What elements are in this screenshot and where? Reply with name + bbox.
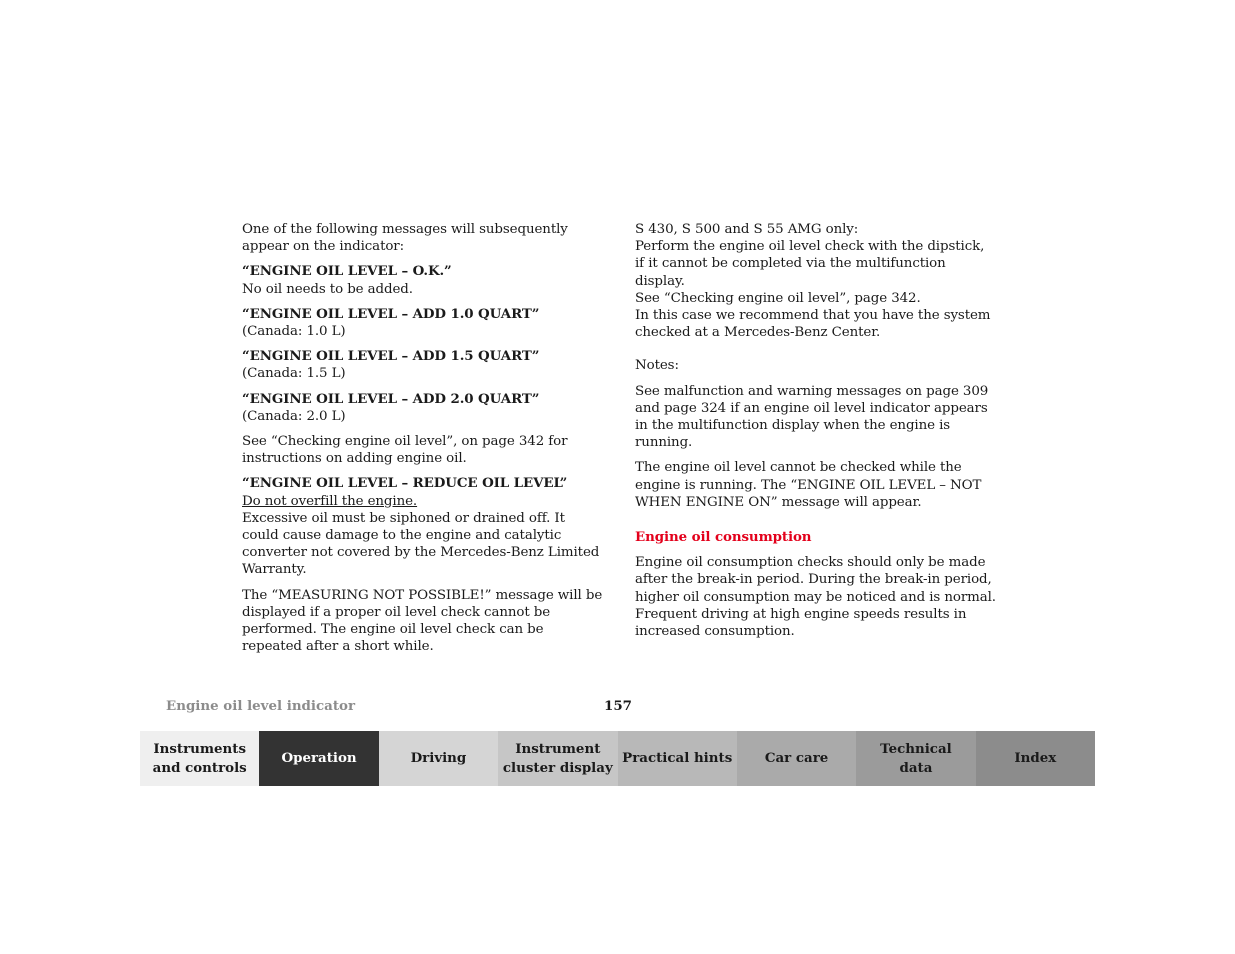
section-heading-consumption: Engine oil consumption	[635, 529, 812, 546]
note-2: The engine oil level cannot be checked while the engine is running. The “ENGINE OIL LEVEL – NOT WHEN ENGINE ON” message will appear.	[635, 460, 982, 510]
message-add-1-0-description: (Canada: 1.0 L)	[242, 324, 346, 340]
models-block	[635, 221, 997, 341]
tab-technical-data[interactable]: Technical data	[856, 731, 975, 786]
footer-section-title: Engine oil level indicator	[166, 698, 356, 714]
recommend-text: In this case we recommend that you have the system checked at a Mercedes-Benz Center.	[635, 308, 991, 341]
message-add-1-5-label: “ENGINE OIL LEVEL – ADD 1.5 QUART”	[242, 348, 540, 365]
measuring-text: The “MEASURING NOT POSSIBLE!” message will be displayed if a proper oil level check cannot be performed. The engine oil level check can be repeated after a short while.	[242, 587, 603, 655]
models-text: S 430, S 500 and S 55 AMG only:	[635, 222, 859, 237]
dipstick-text: Perform the engine oil level check with the dipstick, if it cannot be completed via the multifunction display.	[635, 239, 985, 289]
message-add-2-0-label: “ENGINE OIL LEVEL – ADD 2.0 QUART”	[242, 390, 540, 407]
message-add-1-5-description: (Canada: 1.5 L)	[242, 366, 346, 382]
notes-label: Notes:	[635, 358, 679, 374]
right-column	[635, 221, 997, 648]
message-reduce	[242, 475, 604, 578]
excessive-oil-text: Excessive oil must be siphoned or drained off. It could cause damage to the engine and catalytic converter not covered by the Mercedes-Benz Limited Warranty.	[242, 510, 600, 578]
message-add-2-0-description: (Canada: 2.0 L)	[242, 408, 346, 424]
intro-text: One of the following messages will subsequently appear on the indicator:	[242, 222, 568, 255]
tab-index[interactable]: Index	[976, 731, 1095, 786]
note-1: See malfunction and warning messages on page 309 and page 324 if an engine oil level indicator appears in the multifunction display when the engine is running.	[635, 383, 989, 451]
message-add-1-5	[242, 348, 604, 382]
chapter-tab-bar	[140, 731, 1095, 786]
tab-operation[interactable]: Operation	[259, 731, 378, 786]
message-ok-description: No oil needs to be added.	[242, 281, 413, 297]
consumption-text: Engine oil consumption checks should only be made after the break-in period. During the break-in period, higher oil consumption may be noticed and is normal. Frequent driving at high engine speeds results in increased consumption.	[635, 555, 996, 640]
message-add-2-0	[242, 391, 604, 425]
message-add-1-0	[242, 306, 604, 340]
tab-instruments-and-controls[interactable]: Instruments and controls	[140, 731, 259, 786]
tab-instrument-cluster-display[interactable]: Instrument cluster display	[498, 731, 617, 786]
message-ok-label: “ENGINE OIL LEVEL – O.K.”	[242, 263, 452, 280]
see-checking-right: See “Checking engine oil level”, page 342.	[635, 290, 921, 306]
left-column	[242, 221, 604, 663]
tab-driving[interactable]: Driving	[379, 731, 498, 786]
page-number: 157	[604, 698, 632, 714]
overfill-warning: Do not overfill the engine.	[242, 493, 418, 509]
see-checking-text: See “Checking engine oil level”, on page 342 for instructions on adding engine oil.	[242, 434, 568, 467]
message-ok	[242, 263, 604, 297]
tab-car-care[interactable]: Car care	[737, 731, 856, 786]
message-add-1-0-label: “ENGINE OIL LEVEL – ADD 1.0 QUART”	[242, 305, 540, 322]
message-reduce-label: “ENGINE OIL LEVEL – REDUCE OIL LEVEL”	[242, 475, 568, 492]
tab-practical-hints[interactable]: Practical hints	[618, 731, 737, 786]
